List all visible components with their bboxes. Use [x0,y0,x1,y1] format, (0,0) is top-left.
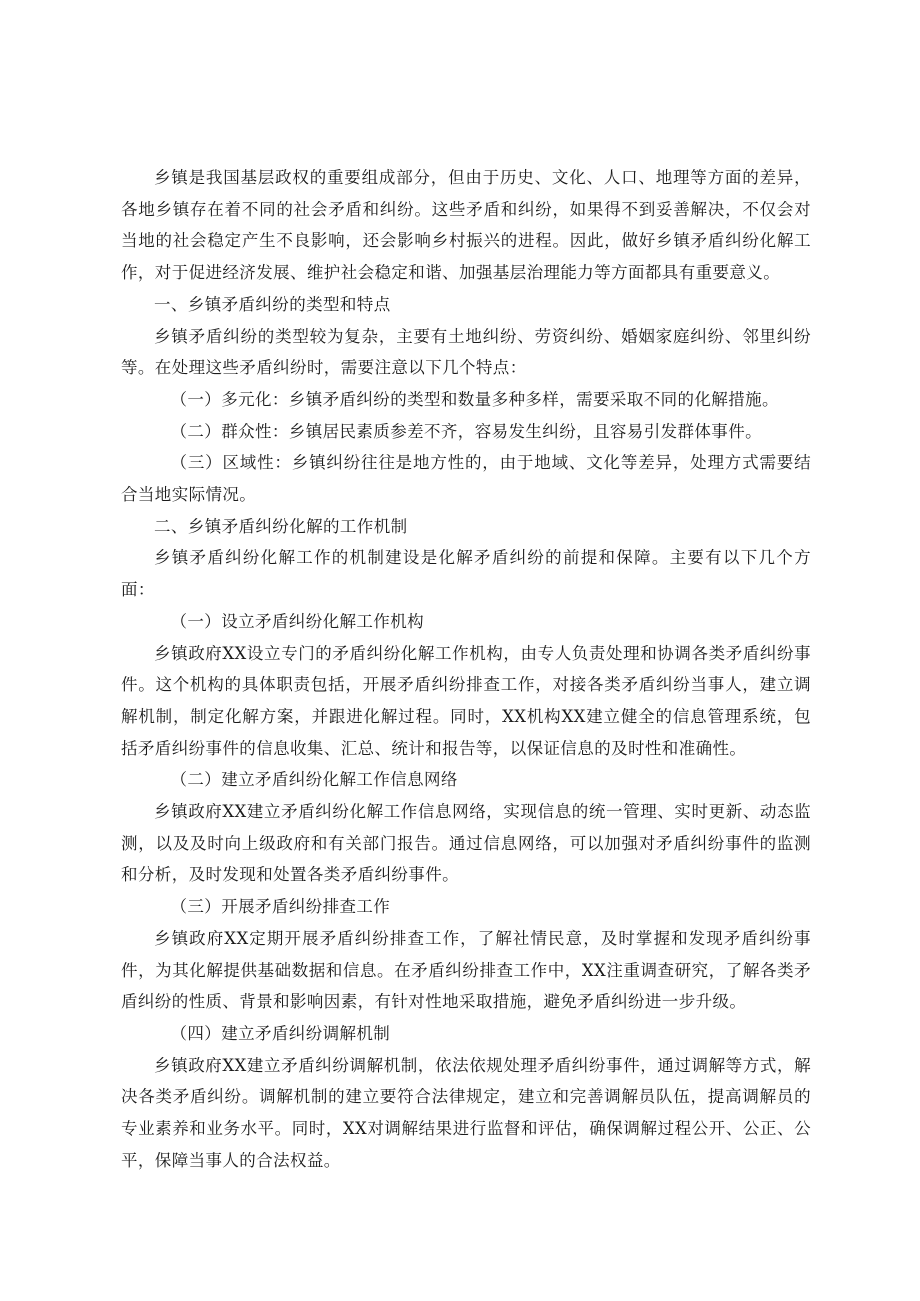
section-1-paragraph: 乡镇矛盾纠纷的类型较为复杂，主要有土地纠纷、劳资纠纷、婚姻家庭纠纷、邻里纠纷等。在处理这些矛盾纠纷时，需要注意以下几个特点： [121,326,811,378]
feature-item-1: （一）多元化：乡镇矛盾纠纷的类型和数量多种多样，需要采取不同的化解措施。 [170,389,779,409]
feature-item-2: （二）群众性：乡镇居民素质参差不齐，容易发生纠纷，且容易引发群体事件。 [170,421,762,441]
subheading-3: （三）开展矛盾纠纷排查工作 [170,897,391,917]
intro-paragraph: 乡镇是我国基层政权的重要组成部分，但由于历史、文化、人口、地理等方面的差异，各地乡镇存在着不同的社会矛盾和纠纷。这些矛盾和纠纷，如果得不到妥善解决，不仅会对当地的社会稳定产生不良影响，还会影响乡村振兴的进程。因此，做好乡镇矛盾纠纷化解工作，对于促进经济发展、维护社会稳定和谐、加强基层治理能力等方面都具有重要意义。 [121,168,811,283]
subsection-4-paragraph: 乡镇政府XX建立矛盾纠纷调解机制，依法依规处理矛盾纠纷事件，通过调解等方式，解决各类矛盾纠纷。调解机制的建立要符合法律规定，建立和完善调解员队伍，提高调解员的专业素养和业务水平。同时，XX对调解结果进行监督和评估，确保调解过程公开、公正、公平，保障当事人的合法权益。 [121,1055,811,1170]
section-heading-2: 二、乡镇矛盾纠纷化解的工作机制 [154,516,408,536]
subheading-1: （一）设立矛盾纠纷化解工作机构 [170,611,424,631]
subsection-1-paragraph: 乡镇政府XX设立专门的矛盾纠纷化解工作机构，由专人负责处理和协调各类矛盾纠纷事件。这个机构的具体职责包括，开展矛盾纠纷排查工作，对接各类矛盾纠纷当事人，建立调解机制，制定化解方案，并跟进化解过程。同时，XX机构XX建立健全的信息管理系统，包括矛盾纠纷事件的信息收集、汇总、统计和报告等，以保证信息的及时性和准确性。 [121,643,811,758]
subheading-4: （四）建立矛盾纠纷调解机制 [170,1023,391,1043]
feature-item-3: （三）区域性：乡镇纠纷往往是地方性的，由于地域、文化等差异，处理方式需要结合当地实际情况。 [121,453,811,505]
section-2-paragraph: 乡镇矛盾纠纷化解工作的机制建设是化解矛盾纠纷的前提和保障。主要有以下几个方面： [121,548,811,600]
document-body [121,162,811,1177]
subsection-2-paragraph: 乡镇政府XX建立矛盾纠纷化解工作信息网络，实现信息的统一管理、实时更新、动态监测，以及及时向上级政府和有关部门报告。通过信息网络，可以加强对矛盾纠纷事件的监测和分析，及时发现和处置各类矛盾纠纷事件。 [121,802,811,885]
section-heading-1: 一、乡镇矛盾纠纷的类型和特点 [154,294,391,314]
subsection-3-paragraph: 乡镇政府XX定期开展矛盾纠纷排查工作，了解社情民意，及时掌握和发现矛盾纠纷事件，为其化解提供基础数据和信息。在矛盾纠纷排查工作中，XX注重调查研究，了解各类矛盾纠纷的性质、背景和影响因素，有针对性地采取措施，避免矛盾纠纷进一步升级。 [121,928,811,1012]
subheading-2: （二）建立矛盾纠纷化解工作信息网络 [170,770,458,790]
